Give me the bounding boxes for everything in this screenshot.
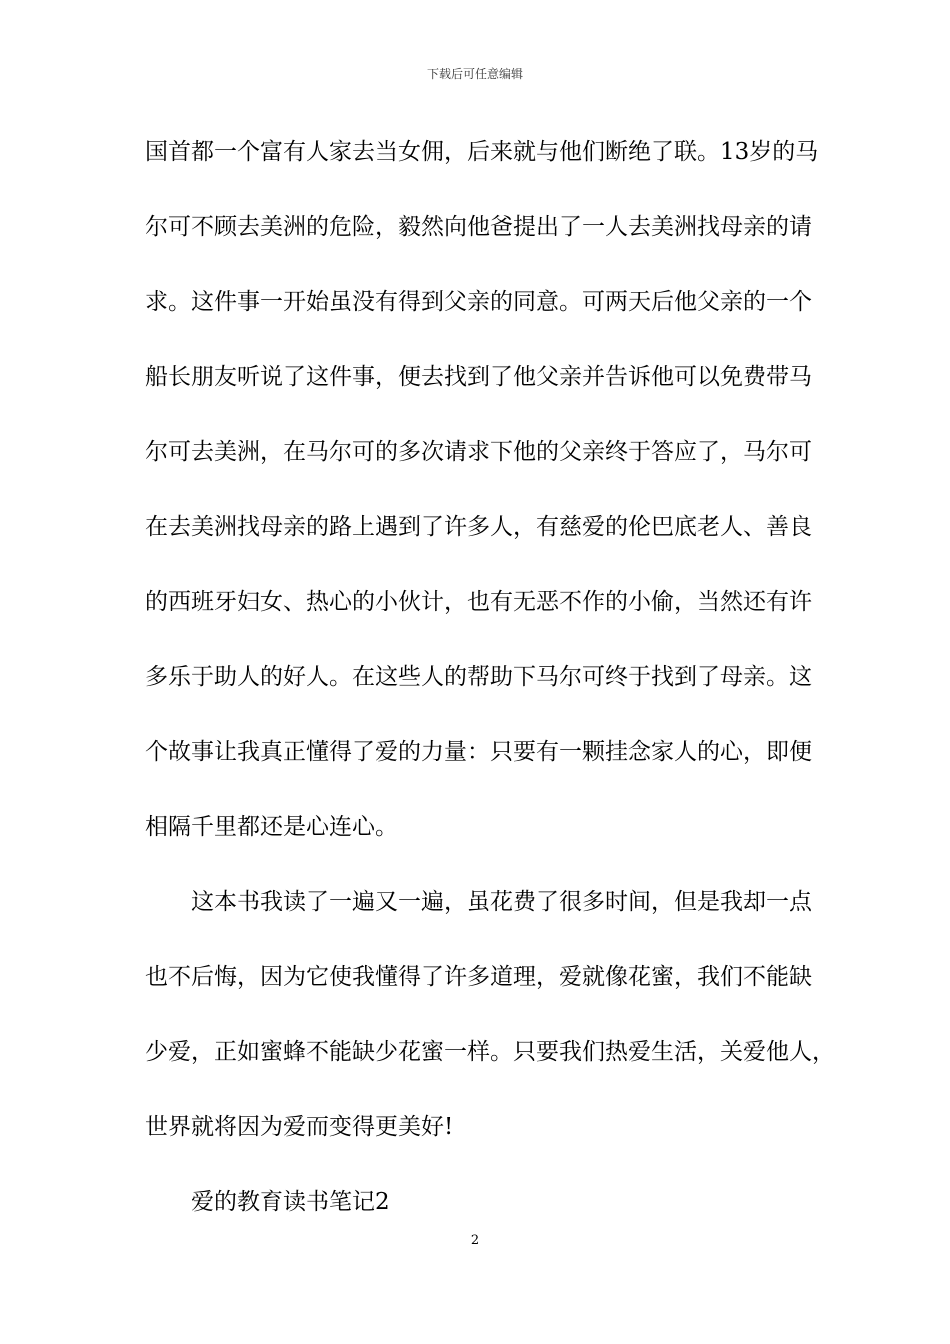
text-line: 世界就将因为爱而变得更美好! [145,1114,454,1140]
document-body [145,130,835,1255]
section-heading: 爱的教育读书笔记2 [191,1189,390,1215]
text-line: 在去美洲找母亲的路上遇到了许多人，有慈爱的伦巴底老人、善良 [145,514,812,540]
text-line: 求。这件事一开始虽没有得到父亲的同意。可两天后他父亲的一个 [145,289,812,315]
text-line: 个故事让我真正懂得了爱的力量：只要有一颗挂念家人的心，即便 [145,739,812,765]
text-line: 尔可不顾去美洲的危险，毅然向他爸提出了一人去美洲找母亲的请 [145,214,812,240]
text-line: 相隔千里都还是心连心。 [145,814,398,840]
text-line: 的西班牙妇女、热心的小伙计，也有无恶不作的小偷，当然还有许 [145,589,812,615]
text-line: 少爱，正如蜜蜂不能缺少花蜜一样。只要我们热爱生活，关爱他人， [145,1039,835,1065]
paragraph-start-line: 这本书我读了一遍又一遍，虽花费了很多时间，但是我却一点 [191,889,812,915]
text-line: 国首都一个富有人家去当女佣，后来就与他们断绝了联。13岁的马 [145,139,819,165]
text-line: 船长朋友听说了这件事，便去找到了他父亲并告诉他可以免费带马 [145,364,812,390]
text-line: 尔可去美洲，在马尔可的多次请求下他的父亲终于答应了，马尔可 [145,439,812,465]
page-number: 2 [470,1233,480,1248]
text-line: 多乐于助人的好人。在这些人的帮助下马尔可终于找到了母亲。这 [145,664,812,690]
text-line: 也不后悔，因为它使我懂得了许多道理，爱就像花蜜，我们不能缺 [145,964,812,990]
page-header: 下载后可任意编辑 [426,67,523,81]
